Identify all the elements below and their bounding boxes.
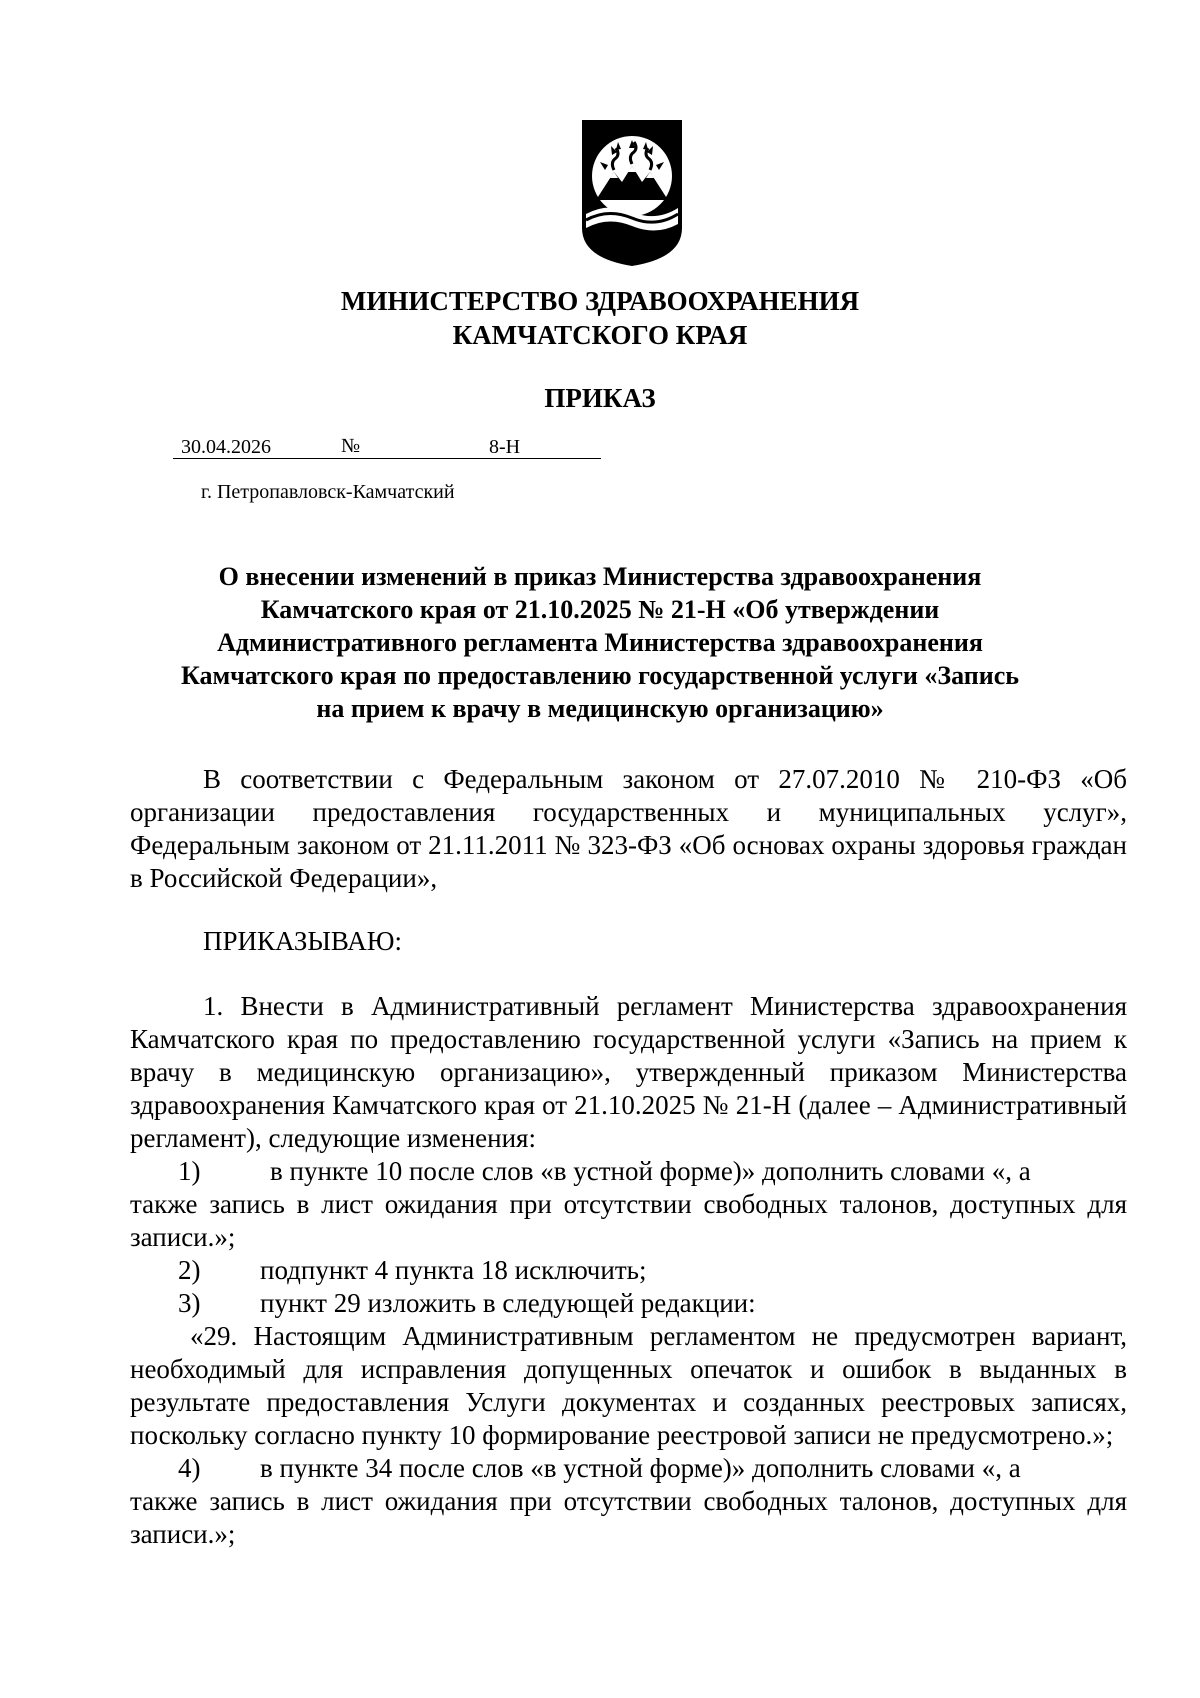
- preamble-paragraph: В соответствии с Федеральным законом от 27.07.2010 № 210-ФЗ «Об организации предоставления государственных и муниципальных услуг», Федеральным законом от 21.11.2011 № 323-ФЗ «Об основах охраны здоровья граждан в Российской Федерации»,: [130, 764, 1127, 893]
- order-verb: ПРИКАЗЫВАЮ:: [203, 926, 402, 956]
- sub-item-text: в пункте 34 после слов «в устной форме)» дополнить словами «, а: [260, 1453, 1021, 1483]
- number-sign: №: [341, 434, 371, 459]
- sub-item-text: пункт 29 изложить в следующей редакции:: [260, 1288, 756, 1318]
- subject-line: Камчатского края по предоставлению государственной услуги «Запись: [180, 661, 1020, 690]
- city-name: г. Петропавловск-Камчатский: [201, 481, 455, 503]
- sub-item-number: 1): [178, 1156, 201, 1186]
- sub-item-4: [130, 1452, 1127, 1485]
- quoted-paragraph-29: «29. Настоящим Административным регламентом не предусмотрен вариант, необходимый для исправления допущенных опечаток и ошибок в выданных в результате предоставления Услуги документах и созданных реестровых записях, поскольку согласно пункту 10 формирование реестровой записи не предусмотрено.»;: [130, 1321, 1127, 1450]
- subject-line: Камчатского края от 21.10.2025 № 21-Н «Об утверждении: [260, 595, 940, 624]
- sub-item-number: 2): [178, 1255, 201, 1285]
- sub-item-text: подпункт 4 пункта 18 исключить;: [260, 1255, 647, 1285]
- sub-item-number: 3): [178, 1288, 201, 1318]
- subject-line: на прием к врачу в медицинскую организацию»: [316, 694, 884, 723]
- ministry-name: [0, 284, 1200, 352]
- ministry-name-line2: КАМЧАТСКОГО КРАЯ: [452, 320, 748, 350]
- subject-line: Административного регламента Министерства здравоохранения: [217, 628, 983, 657]
- sub-item-4-continuation: также запись в лист ожидания при отсутствии свободных талонов, доступных для записи.»;: [130, 1486, 1127, 1549]
- sub-item-1: [130, 1155, 1127, 1188]
- order-date: 30.04.2026: [173, 435, 341, 459]
- sub-item-1-continuation: также запись в лист ожидания при отсутствии свободных талонов, доступных для записи.»;: [130, 1189, 1127, 1252]
- date-number-line: [173, 434, 601, 460]
- ministry-name-line1: МИНИСТЕРСТВО ЗДРАВООХРАНЕНИЯ: [340, 286, 860, 316]
- order-item-list: [130, 990, 1127, 1551]
- order-subject-title: [130, 560, 1070, 725]
- sub-item-2: [130, 1254, 1127, 1287]
- subject-line: О внесении изменений в приказ Министерства здравоохранения: [218, 562, 982, 591]
- order-number: 8-Н: [371, 435, 601, 459]
- order-item-1: 1. Внести в Административный регламент Министерства здравоохранения Камчатского края по предоставлению государственной услуги «Запись на прием к врачу в медицинскую организацию», утвержденный приказом Министерства здравоохранения Камчатского края от 21.10.2025 № 21-Н (далее – Административный регламент), следующие изменения:: [130, 991, 1127, 1153]
- kamchatka-coat-of-arms-icon: [578, 116, 686, 268]
- sub-item-number: 4): [178, 1453, 201, 1483]
- sub-item-text: в пункте 10 после слов «в устной форме)» дополнить словами «, а: [270, 1156, 1031, 1186]
- document-type-heading: ПРИКАЗ: [544, 383, 656, 413]
- sub-item-3: [130, 1287, 1127, 1320]
